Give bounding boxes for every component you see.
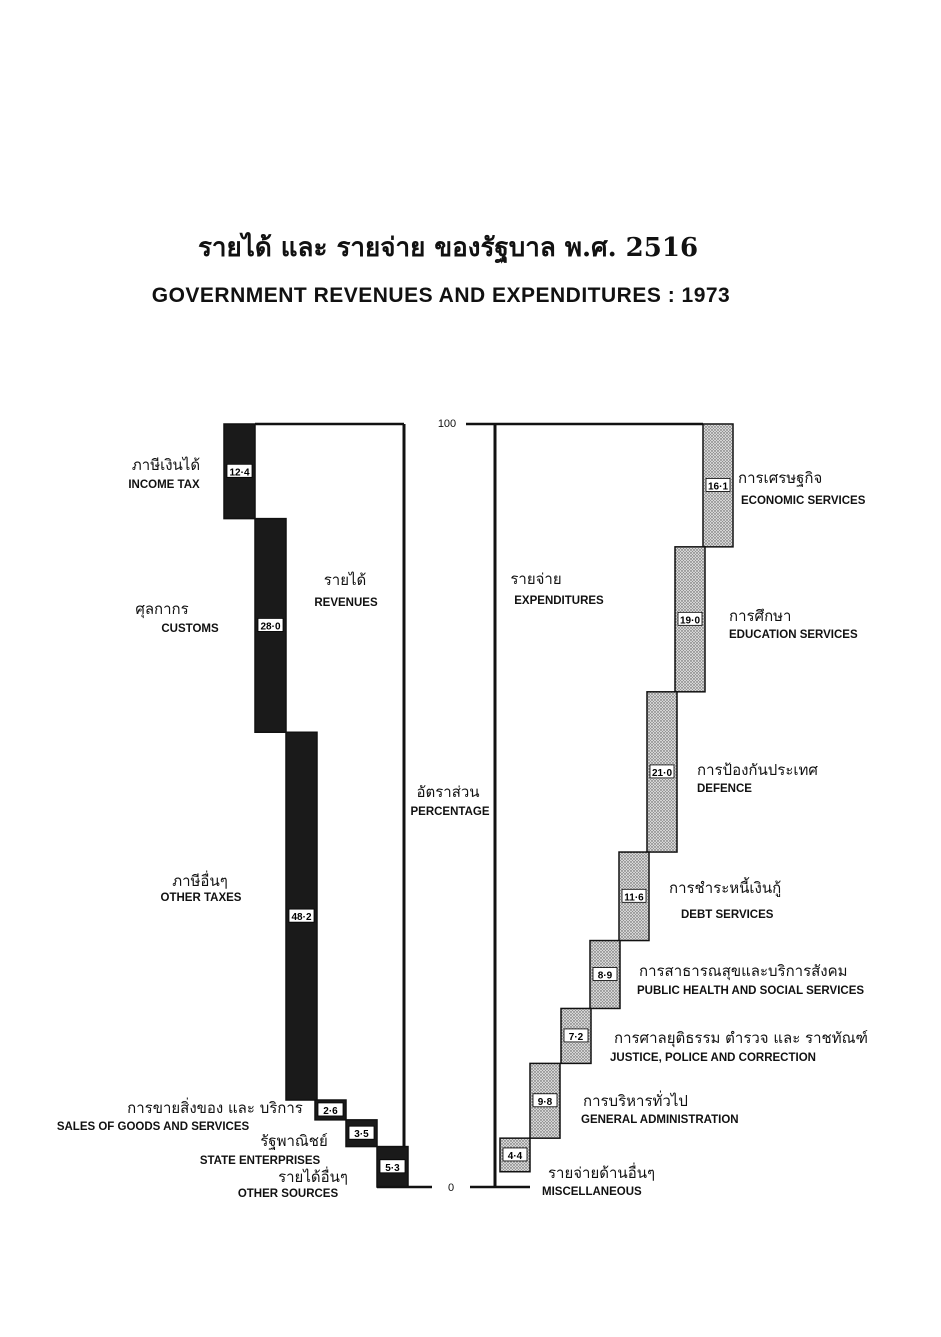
expenditure-category-label-thai: การสาธารณสุขและบริการสังคม (639, 962, 848, 980)
expenditures-heading-thai: รายจ่าย (510, 570, 562, 588)
expenditure-value-label: 11·6 (624, 892, 644, 904)
expenditure-value-label: 9·8 (537, 1096, 553, 1108)
expenditure-value-label: 19·0 (679, 615, 701, 627)
expenditure-category-label-thai: การเศรษฐกิจ (738, 469, 823, 487)
revenue-value-label: 5·3 (385, 1162, 400, 1174)
revenue-category-label: STATE ENTERPRISES (199, 1155, 321, 1167)
expenditure-category-label: GENERAL ADMINISTRATION (581, 1114, 739, 1126)
revenue-value-label: 2·6 (323, 1105, 338, 1117)
expenditure-value-label: 8·9 (597, 970, 613, 982)
revenue-category-label: INCOME TAX (128, 479, 200, 491)
chart-title-english: GOVERNMENT REVENUES AND EXPENDITURES : 1973 (151, 284, 731, 307)
expenditure-category-label: DEBT SERVICES (681, 909, 774, 921)
revenue-category-label: SALES OF GOODS AND SERVICES (56, 1121, 250, 1133)
revenue-value-label: 12·4 (229, 467, 250, 479)
expenditure-category-label: ECONOMIC SERVICES (741, 495, 866, 507)
revenue-category-label-thai: ศุลกากร (135, 600, 189, 618)
axis-label-english: PERCENTAGE (410, 806, 490, 818)
revenue-value-label: 28·0 (260, 621, 281, 633)
revenue-value-label: 48·2 (291, 912, 312, 924)
expenditure-category-label-thai: การศาลยุติธรรม ตำรวจ และ ราชทัณฑ์ (614, 1029, 868, 1047)
expenditure-category-label-thai: การชำระหนี้เงินกู้ (669, 879, 782, 897)
revenue-category-label-thai: รายได้อื่นๆ (278, 1168, 348, 1186)
expenditure-value-label: 7·2 (568, 1031, 584, 1043)
chart-title-thai: รายได้ และ รายจ่าย ของรัฐบาล พ.ศ. 2516 (197, 233, 699, 263)
expenditure-category-label: EDUCATION SERVICES (729, 629, 858, 641)
revenue-category-label-thai: ภาษีเงินได้ (131, 456, 201, 474)
revenues-heading-thai: รายได้ (323, 571, 367, 589)
axis-label-thai: อัตราส่วน (416, 783, 480, 801)
expenditure-category-label: DEFENCE (697, 783, 752, 795)
expenditures-heading-english: EXPENDITURES (514, 595, 604, 607)
expenditure-category-label-thai: รายจ่ายด้านอื่นๆ (548, 1164, 656, 1182)
revenue-category-label: CUSTOMS (161, 623, 219, 635)
revenue-category-label-thai: รัฐพาณิชย์ (260, 1132, 328, 1150)
revenue-category-label-thai: การขายสิ่งของ และ บริการ (127, 1099, 303, 1117)
expenditure-value-label: 16·1 (707, 481, 729, 493)
revenue-category-label: OTHER TAXES (160, 892, 242, 904)
expenditure-category-label: MISCELLANEOUS (542, 1186, 642, 1198)
revenues-heading-english: REVENUES (314, 597, 378, 609)
revenue-category-label: OTHER SOURCES (237, 1188, 339, 1200)
expenditure-value-label: 21·0 (651, 767, 673, 779)
expenditure-category-label-thai: การบริหารทั่วไป (583, 1092, 688, 1110)
revenue-category-label-thai: ภาษีอื่นๆ (172, 872, 228, 890)
expenditure-value-label: 4·4 (507, 1150, 523, 1162)
expenditure-category-label-thai: การศึกษา (729, 607, 792, 625)
axis-tick-0: 0 (447, 1182, 455, 1194)
revenue-value-label: 3·5 (354, 1129, 369, 1141)
expenditure-category-label: JUSTICE, POLICE AND CORRECTION (610, 1052, 816, 1064)
expenditure-category-label: PUBLIC HEALTH AND SOCIAL SERVICES (637, 985, 865, 997)
axis-tick-100: 100 (437, 418, 457, 430)
expenditure-category-label-thai: การป้องกันประเทศ (697, 761, 818, 779)
